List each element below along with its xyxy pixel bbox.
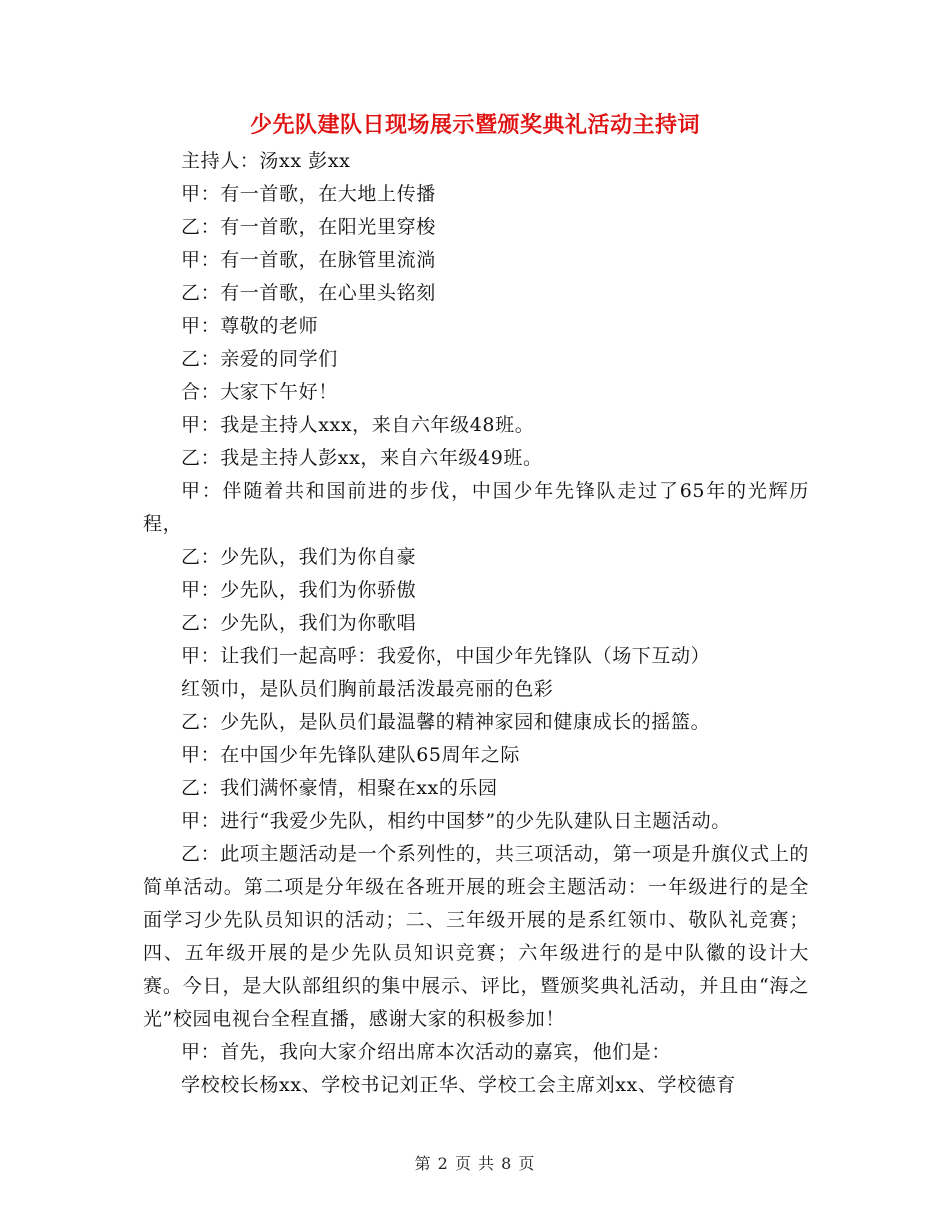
- paragraph: 甲：少先队，我们为你骄傲: [181, 579, 417, 601]
- paragraph: 乙：我是主持人彭xx，来自六年级49班。: [181, 447, 543, 469]
- document-title: 少先队建队日现场展示暨颁奖典礼活动主持词: [249, 113, 700, 138]
- paragraph: 乙：少先队，我们为你自豪: [181, 546, 417, 568]
- paragraph: 乙：亲爱的同学们: [181, 348, 338, 370]
- paragraph: 甲：让我们一起高呼：我爱你，中国少年先锋队（场下互动）: [181, 645, 711, 667]
- paragraph: 甲：尊敬的老师: [181, 315, 319, 337]
- paragraph: 甲：我是主持人xxx，来自六年级48班。: [181, 414, 535, 436]
- paragraph: 乙：我们满怀豪情，相聚在xx的乐园: [181, 777, 498, 799]
- paragraph: 乙：有一首歌，在阳光里穿梭: [181, 216, 436, 238]
- paragraph: 学校校长杨xx、学校书记刘正华、学校工会主席刘xx、学校德育: [181, 1074, 736, 1096]
- paragraph: 主持人：汤xx 彭xx: [181, 150, 351, 172]
- paragraph: 甲：有一首歌，在大地上传播: [181, 183, 436, 205]
- paragraph: 甲：进行“我爱少先队，相约中国梦”的少先队建队日主题活动。: [181, 810, 731, 832]
- paragraph: 甲：有一首歌，在脉管里流淌: [181, 249, 436, 271]
- paragraph: 红领巾，是队员们胸前最活泼最亮丽的色彩: [181, 678, 554, 700]
- paragraph: 乙：少先队，我们为你歌唱: [181, 612, 417, 634]
- paragraph: 乙：此项主题活动是一个系列性的，共三项活动，第一项是升旗仪式上的简单活动。第二项是分年级在各班开展的班会主题活动：一年级进行的是全面学习少先队员知识的活动；二、三年级开展的是系红领巾、敬队礼竞赛；四、五年级开展的是少先队员知识竞赛；六年级进行的是中队徽的设计大赛。今日，是大队部组织的集中展示、评比，暨颁奖典礼活动，并且由“海之光”校园电视台全程直播，感谢大家的积极参加！: [143, 843, 809, 1030]
- document-body: [143, 145, 809, 1102]
- paragraph: 合：大家下午好！: [181, 381, 338, 403]
- paragraph: 乙：有一首歌，在心里头铭刻: [181, 282, 436, 304]
- paragraph: 甲：在中国少年先锋队建队65周年之际: [181, 744, 520, 766]
- page-number-footer: 第 2 页 共 8 页: [414, 1154, 536, 1173]
- paragraph: 乙：少先队，是队员们最温馨的精神家园和健康成长的摇篮。: [181, 711, 711, 733]
- paragraph: 甲：伴随着共和国前进的步伐，中国少年先锋队走过了65年的光辉历程，: [143, 480, 809, 535]
- paragraph: 甲：首先，我向大家介绍出席本次活动的嘉宾，他们是：: [181, 1041, 672, 1063]
